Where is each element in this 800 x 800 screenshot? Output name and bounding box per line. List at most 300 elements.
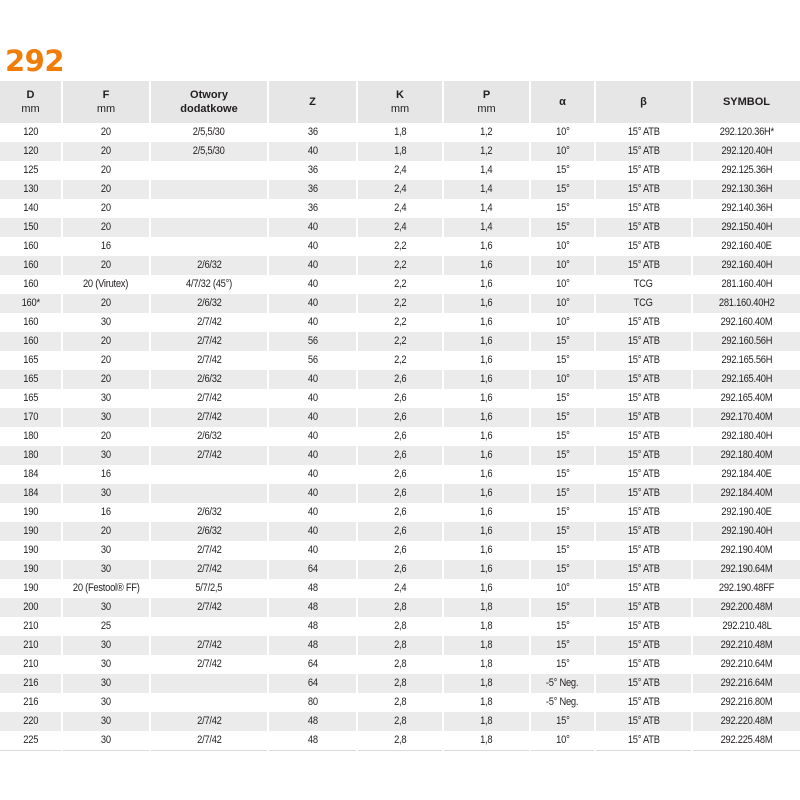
cell-z: [268, 484, 357, 503]
cell-value: 2,2: [393, 316, 407, 328]
cell-value: 2,8: [393, 639, 407, 651]
cell-symbol: [692, 275, 800, 294]
cell-value: 20: [101, 221, 111, 233]
cell-otwory: [150, 199, 268, 218]
cell-value: 30: [101, 449, 111, 461]
cell-beta: [595, 731, 692, 751]
col-header-f: [62, 81, 150, 123]
cell-symbol: [692, 541, 800, 560]
cell-value: 292.165.56H: [721, 354, 772, 366]
cell-value: 15°: [555, 715, 570, 727]
cell-otwory: [150, 142, 268, 161]
cell-value: 15° ATB: [627, 164, 660, 176]
cell-p: [443, 180, 530, 199]
cell-value: 1,4: [480, 202, 493, 214]
cell-value: 15°: [555, 392, 570, 404]
cell-value: 2/6/32: [196, 430, 222, 442]
cell-symbol: [692, 712, 800, 731]
cell-symbol: [692, 579, 800, 598]
cell-value: 10°: [555, 240, 570, 252]
cell-value: 2/7/42: [196, 411, 222, 423]
cell-d: [0, 579, 62, 598]
cell-beta: [595, 370, 692, 389]
cell-value: 15° ATB: [627, 639, 660, 651]
cell-f: [62, 142, 150, 161]
cell-value: 2,6: [393, 373, 407, 385]
cell-p: [443, 218, 530, 237]
cell-k: [357, 465, 443, 484]
cell-z: [268, 560, 357, 579]
cell-z: [268, 389, 357, 408]
cell-value: 20: [101, 202, 111, 214]
cell-z: [268, 712, 357, 731]
cell-otwory: [150, 541, 268, 560]
table-body: [0, 123, 800, 751]
cell-value: 1,8: [480, 715, 493, 727]
cell-value: 2,8: [393, 715, 407, 727]
cell-value: 1,6: [480, 335, 493, 347]
cell-value: 20 (Festool® FF): [72, 582, 140, 594]
cell-d: [0, 617, 62, 636]
cell-value: 1,8: [480, 696, 493, 708]
cell-alpha: [530, 142, 595, 161]
cell-value: 2/6/32: [196, 525, 222, 537]
cell-d: [0, 522, 62, 541]
cell-symbol: [692, 408, 800, 427]
cell-value: 2/7/42: [196, 639, 222, 651]
cell-k: [357, 427, 443, 446]
cell-value: 292.220.48M: [720, 715, 773, 727]
cell-value: 184: [23, 487, 38, 499]
cell-k: [357, 636, 443, 655]
cell-value: 160: [23, 278, 38, 290]
cell-symbol: [692, 484, 800, 503]
cell-value: 48: [307, 601, 318, 613]
cell-beta: [595, 674, 692, 693]
cell-value: 15° ATB: [627, 221, 660, 233]
col-unit: mm: [477, 103, 496, 115]
cell-value: 292.225.48M: [720, 734, 773, 746]
cell-z: [268, 313, 357, 332]
cell-k: [357, 560, 443, 579]
cell-z: [268, 218, 357, 237]
product-series-title: 292: [5, 44, 65, 78]
cell-value: 40: [307, 468, 318, 480]
cell-d: [0, 256, 62, 275]
cell-otwory: [150, 123, 268, 142]
cell-value: 15° ATB: [627, 487, 660, 499]
col-header-otwory: [150, 81, 268, 123]
cell-p: [443, 446, 530, 465]
cell-k: [357, 674, 443, 693]
cell-value: 2,6: [393, 544, 407, 556]
cell-p: [443, 332, 530, 351]
cell-d: [0, 180, 62, 199]
cell-z: [268, 427, 357, 446]
col-label: β: [640, 96, 647, 108]
cell-value: 2,6: [393, 525, 407, 537]
cell-value: 64: [307, 677, 318, 689]
cell-value: 190: [23, 563, 38, 575]
table-row: [0, 294, 800, 313]
cell-alpha: [530, 465, 595, 484]
table-row: [0, 142, 800, 161]
cell-alpha: [530, 503, 595, 522]
cell-value: 2,6: [393, 449, 407, 461]
cell-beta: [595, 199, 692, 218]
cell-value: 15°: [555, 335, 570, 347]
cell-value: 2,6: [393, 563, 407, 575]
table-row: [0, 275, 800, 294]
col-unit: dodatkowe: [180, 103, 238, 115]
cell-value: 1,6: [480, 373, 493, 385]
cell-d: [0, 693, 62, 712]
cell-alpha: [530, 123, 595, 142]
cell-value: 140: [23, 202, 38, 214]
cell-k: [357, 332, 443, 351]
cell-symbol: [692, 693, 800, 712]
cell-alpha: [530, 522, 595, 541]
table-row: [0, 579, 800, 598]
table-row: [0, 351, 800, 370]
cell-p: [443, 465, 530, 484]
cell-value: 292.190.48FF: [718, 582, 775, 594]
cell-beta: [595, 427, 692, 446]
cell-beta: [595, 180, 692, 199]
table-row: [0, 674, 800, 693]
cell-otwory: [150, 712, 268, 731]
cell-otwory: [150, 180, 268, 199]
table-row: [0, 503, 800, 522]
cell-value: 2/6/32: [196, 259, 222, 271]
cell-f: [62, 617, 150, 636]
cell-value: 15° ATB: [627, 734, 660, 746]
cell-value: 1,6: [480, 316, 493, 328]
cell-value: 292.165.40H: [721, 373, 772, 385]
cell-z: [268, 408, 357, 427]
cell-value: 15°: [555, 411, 570, 423]
cell-value: 2/6/32: [196, 373, 222, 385]
cell-symbol: [692, 256, 800, 275]
table-row: [0, 655, 800, 674]
cell-beta: [595, 693, 692, 712]
cell-value: 2,2: [393, 297, 407, 309]
cell-f: [62, 427, 150, 446]
cell-alpha: [530, 446, 595, 465]
cell-value: 2,2: [393, 335, 407, 347]
cell-f: [62, 446, 150, 465]
cell-f: [62, 351, 150, 370]
cell-d: [0, 465, 62, 484]
cell-value: 292.210.48M: [720, 639, 773, 651]
cell-value: 15° ATB: [627, 202, 660, 214]
cell-value: 20: [101, 525, 111, 537]
cell-value: 10°: [555, 278, 570, 290]
cell-symbol: [692, 313, 800, 332]
cell-d: [0, 560, 62, 579]
col-label: α: [559, 96, 566, 108]
cell-value: 15° ATB: [627, 525, 660, 537]
cell-value: 15°: [555, 221, 570, 233]
cell-alpha: [530, 161, 595, 180]
table-row: [0, 408, 800, 427]
cell-k: [357, 389, 443, 408]
cell-k: [357, 180, 443, 199]
cell-value: 160*: [21, 297, 40, 309]
cell-value: 292.190.40E: [721, 506, 772, 518]
table-row: [0, 218, 800, 237]
cell-value: 15° ATB: [627, 183, 660, 195]
cell-d: [0, 541, 62, 560]
cell-value: 1,8: [480, 677, 493, 689]
cell-f: [62, 275, 150, 294]
cell-value: 1,8: [480, 734, 493, 746]
cell-otwory: [150, 655, 268, 674]
table-row: [0, 693, 800, 712]
table-row: [0, 636, 800, 655]
cell-k: [357, 218, 443, 237]
cell-value: 2,8: [393, 601, 407, 613]
cell-value: 190: [23, 506, 38, 518]
cell-d: [0, 351, 62, 370]
cell-value: 292.140.36H: [721, 202, 772, 214]
cell-value: 30: [101, 639, 111, 651]
cell-alpha: [530, 579, 595, 598]
cell-alpha: [530, 351, 595, 370]
col-header-k: [357, 81, 443, 123]
cell-d: [0, 655, 62, 674]
cell-value: 292.200.48M: [720, 601, 773, 613]
cell-value: 160: [23, 335, 38, 347]
cell-value: 2/5,5/30: [193, 126, 225, 138]
cell-value: 2,2: [393, 240, 407, 252]
cell-value: 40: [307, 145, 318, 157]
cell-value: 292.160.40E: [721, 240, 772, 252]
cell-value: 120: [23, 145, 38, 157]
cell-value: 292.160.56H: [721, 335, 772, 347]
cell-beta: [595, 560, 692, 579]
cell-value: 15°: [555, 620, 570, 632]
cell-z: [268, 541, 357, 560]
cell-value: 15° ATB: [627, 677, 660, 689]
cell-value: 2,8: [393, 696, 407, 708]
cell-z: [268, 351, 357, 370]
cell-otwory: [150, 275, 268, 294]
cell-value: 15° ATB: [627, 373, 660, 385]
cell-alpha: [530, 617, 595, 636]
cell-value: 10°: [555, 297, 570, 309]
cell-value: 2,2: [393, 278, 407, 290]
cell-f: [62, 579, 150, 598]
cell-value: 292.210.64M: [720, 658, 773, 670]
cell-z: [268, 180, 357, 199]
cell-value: 216: [23, 696, 38, 708]
cell-value: 130: [23, 183, 38, 195]
cell-value: 40: [307, 487, 318, 499]
cell-symbol: [692, 446, 800, 465]
cell-symbol: [692, 655, 800, 674]
cell-f: [62, 655, 150, 674]
cell-value: 2/7/42: [196, 715, 222, 727]
cell-value: 15° ATB: [627, 392, 660, 404]
cell-p: [443, 541, 530, 560]
cell-value: 292.210.48L: [721, 620, 772, 632]
cell-otwory: [150, 446, 268, 465]
cell-alpha: [530, 275, 595, 294]
cell-value: 15° ATB: [627, 506, 660, 518]
cell-value: 56: [307, 335, 318, 347]
cell-alpha: [530, 693, 595, 712]
cell-k: [357, 522, 443, 541]
cell-otwory: [150, 313, 268, 332]
cell-p: [443, 655, 530, 674]
cell-value: 292.180.40M: [720, 449, 773, 461]
cell-value: 292.190.64M: [720, 563, 773, 575]
cell-value: 40: [307, 392, 318, 404]
cell-alpha: [530, 560, 595, 579]
cell-value: 25: [101, 620, 111, 632]
cell-value: 1,4: [480, 221, 493, 233]
cell-beta: [595, 389, 692, 408]
cell-value: 210: [23, 620, 38, 632]
cell-k: [357, 199, 443, 218]
cell-value: 30: [101, 392, 111, 404]
cell-z: [268, 617, 357, 636]
cell-otwory: [150, 636, 268, 655]
cell-value: 36: [307, 202, 318, 214]
cell-value: 1,6: [480, 544, 493, 556]
cell-d: [0, 332, 62, 351]
cell-z: [268, 123, 357, 142]
col-header-alpha: [530, 81, 595, 123]
cell-p: [443, 370, 530, 389]
col-label: Otwory: [190, 89, 228, 101]
cell-value: 15°: [555, 525, 570, 537]
cell-z: [268, 256, 357, 275]
cell-beta: [595, 237, 692, 256]
cell-value: 36: [307, 126, 318, 138]
cell-beta: [595, 123, 692, 142]
cell-value: 165: [23, 354, 38, 366]
cell-value: 15°: [555, 468, 570, 480]
cell-z: [268, 199, 357, 218]
cell-otwory: [150, 237, 268, 256]
cell-symbol: [692, 617, 800, 636]
cell-value: 15° ATB: [627, 658, 660, 670]
table-row: [0, 484, 800, 503]
cell-p: [443, 313, 530, 332]
cell-f: [62, 636, 150, 655]
cell-value: 190: [23, 544, 38, 556]
cell-value: 2/7/42: [196, 544, 222, 556]
cell-alpha: [530, 408, 595, 427]
cell-value: 210: [23, 658, 38, 670]
col-header-d: [0, 81, 62, 123]
cell-value: TCG: [634, 297, 653, 309]
cell-beta: [595, 275, 692, 294]
table-row: [0, 617, 800, 636]
cell-k: [357, 370, 443, 389]
cell-beta: [595, 636, 692, 655]
cell-k: [357, 123, 443, 142]
cell-k: [357, 693, 443, 712]
cell-beta: [595, 446, 692, 465]
cell-beta: [595, 218, 692, 237]
cell-d: [0, 294, 62, 313]
saw-blade-spec-table: [0, 81, 800, 751]
table-row: [0, 598, 800, 617]
cell-alpha: [530, 674, 595, 693]
cell-value: 4/7/32 (45°): [186, 278, 232, 290]
cell-value: 1,8: [480, 601, 493, 613]
cell-value: 160: [23, 316, 38, 328]
cell-value: 15°: [555, 183, 570, 195]
cell-value: 2,4: [393, 183, 407, 195]
cell-value: 10°: [555, 582, 570, 594]
cell-d: [0, 199, 62, 218]
cell-value: 15° ATB: [627, 240, 660, 252]
cell-value: 15°: [555, 506, 570, 518]
cell-value: 15° ATB: [627, 126, 660, 138]
cell-value: 20 (Virutex): [83, 278, 129, 290]
cell-beta: [595, 161, 692, 180]
cell-otwory: [150, 503, 268, 522]
cell-k: [357, 655, 443, 674]
cell-value: 48: [307, 734, 318, 746]
col-label: K: [396, 89, 404, 101]
cell-value: 80: [307, 696, 318, 708]
cell-value: 10°: [555, 316, 570, 328]
cell-value: 1,6: [480, 430, 493, 442]
cell-value: 36: [307, 164, 318, 176]
cell-value: 1,6: [480, 259, 493, 271]
cell-value: 20: [101, 164, 111, 176]
cell-symbol: [692, 636, 800, 655]
cell-value: 190: [23, 525, 38, 537]
cell-value: 15°: [555, 563, 570, 575]
cell-otwory: [150, 484, 268, 503]
cell-d: [0, 598, 62, 617]
cell-value: 30: [101, 696, 111, 708]
cell-f: [62, 560, 150, 579]
cell-value: 1,6: [480, 582, 493, 594]
cell-f: [62, 123, 150, 142]
col-unit: mm: [96, 103, 116, 115]
cell-beta: [595, 294, 692, 313]
cell-value: 48: [307, 620, 318, 632]
cell-p: [443, 503, 530, 522]
cell-p: [443, 731, 530, 751]
cell-f: [62, 484, 150, 503]
col-label: SYMBOL: [722, 96, 771, 108]
cell-value: 2/7/42: [196, 449, 222, 461]
cell-value: 30: [101, 601, 111, 613]
cell-alpha: [530, 237, 595, 256]
cell-value: 1,8: [480, 620, 493, 632]
col-label: Z: [309, 96, 316, 108]
cell-z: [268, 294, 357, 313]
cell-value: 281.160.40H2: [718, 297, 775, 309]
cell-p: [443, 199, 530, 218]
col-header-symbol: [692, 81, 800, 123]
cell-value: 1,6: [480, 506, 493, 518]
cell-f: [62, 712, 150, 731]
cell-value: 30: [101, 316, 111, 328]
cell-alpha: [530, 294, 595, 313]
cell-value: 180: [23, 449, 38, 461]
cell-d: [0, 389, 62, 408]
cell-value: 2/5,5/30: [193, 145, 225, 157]
